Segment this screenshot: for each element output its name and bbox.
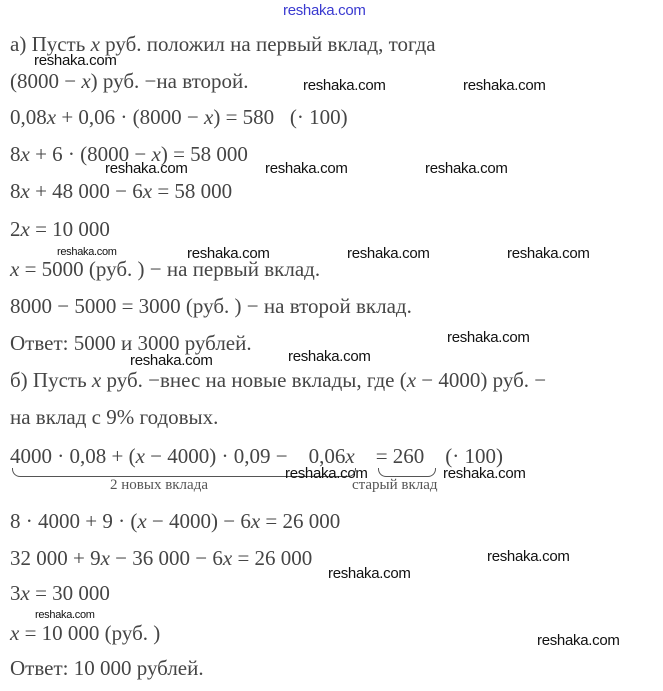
watermark: reshaka.com [35,609,95,621]
watermark: reshaka.com [105,160,188,177]
text-segment: = 10 000 (руб. ) [19,621,161,645]
solution-line [10,655,204,681]
solution-line [10,443,503,469]
text-segment: + 6 · (8000 − [29,142,152,166]
variable: x [142,179,153,203]
text-segment: Ответ: 5000 и 3000 рублей. [10,331,252,355]
variable: x [100,546,110,570]
text-segment: Ответ: 10 000 рублей. [10,656,204,680]
watermark: reshaka.com [347,245,430,262]
text-segment: 2 [10,217,21,241]
text-segment: 0,08 [10,105,47,129]
text-segment: б) Пусть [10,368,92,392]
text-segment: 8 [10,142,21,166]
text-segment: руб. −внес на новые вклады, где ( [101,368,407,392]
text-segment: − 4000) − 6 [146,509,251,533]
watermark: reshaka.com [463,77,546,94]
solution-line [10,256,320,282]
watermark: reshaka.com [34,52,117,69]
solution-line [10,293,412,319]
solution-line [10,330,252,356]
variable: x [20,581,30,605]
text-segment: = 260 (· 100) [354,444,504,468]
variable: x [406,368,417,392]
watermark: reshaka.com [425,160,508,177]
variable: x [46,105,57,129]
watermark: reshaka.com [443,465,526,482]
variable: x [20,142,30,166]
watermark: reshaka.com [187,245,270,262]
text-segment: ) = 580 (· 100) [213,105,348,129]
variable: x [91,368,102,392]
variable: x [20,179,30,203]
watermark: reshaka.com [447,329,530,346]
variable: x [204,105,214,129]
solution-line [10,68,248,94]
text-segment: − 36 000 − 6 [109,546,223,570]
solution-line [10,620,160,646]
text-segment: = 58 000 [152,179,233,203]
text-segment: = 10 000 [29,217,110,241]
text-segment: 32 000 + 9 [10,546,101,570]
watermark: reshaka.com [328,565,411,582]
solution-line [10,508,340,534]
watermark: reshaka.com [303,77,386,94]
text-segment: на вклад с 9% годовых. [10,405,219,429]
variable: x [10,621,20,645]
watermark: reshaka.com [57,246,117,258]
text-segment: (8000 − [10,69,82,93]
variable: x [90,32,100,56]
watermark: reshaka.com [487,548,570,565]
solution-line [10,367,546,393]
text-segment: = 30 000 [29,581,110,605]
text-segment: а) Пусть [10,32,91,56]
watermark: reshaka.com [130,352,213,369]
solution-line [10,31,436,57]
brace-old-deposit [378,468,436,477]
text-segment: руб. положил на первый вклад, тогда [99,32,436,56]
watermark: reshaka.com [285,465,368,482]
watermark: reshaka.com [507,245,590,262]
variable: x [345,444,355,468]
solution-line [10,178,232,204]
watermark: reshaka.com [265,160,348,177]
watermark: reshaka.com [288,348,371,365]
text-segment: = 26 000 [260,509,341,533]
solution-line [10,141,248,167]
solution-line [10,104,348,130]
variable: x [10,257,20,281]
variable: x [222,546,233,570]
text-segment: + 48 000 − 6 [29,179,143,203]
text-segment: + 0,06 · (8000 − [56,105,205,129]
watermark: reshaka.com [537,632,620,649]
variable: x [137,509,147,533]
variable: x [135,444,145,468]
variable: x [151,142,161,166]
variable: x [250,509,261,533]
text-segment: = 26 000 [232,546,313,570]
text-segment: 4000 · 0,08 + ( [10,444,136,468]
text-segment: 8 [10,179,21,203]
solution-line [10,580,110,606]
text-segment: 8 · 4000 + 9 · ( [10,509,138,533]
brace-label-old: старый вклад [352,477,438,493]
text-segment: ) руб. −на второй. [90,69,249,93]
solution-line [10,404,218,430]
brace-label-new: 2 новых вклада [110,477,208,493]
variable: x [81,69,91,93]
text-segment: 8000 − 5000 = 3000 (руб. ) − на второй вклад. [10,294,412,318]
solution-line [10,216,110,242]
text-segment: ) = 58 000 [160,142,248,166]
text-segment: − 4000) · 0,09 − 0,06 [144,444,346,468]
watermark: reshaka.com [283,2,366,19]
text-segment: = 5000 (руб. ) − на первый вклад. [19,257,321,281]
variable: x [20,217,30,241]
text-segment: 3 [10,581,21,605]
text-segment: − 4000) руб. − [416,368,547,392]
solution-line [10,545,312,571]
